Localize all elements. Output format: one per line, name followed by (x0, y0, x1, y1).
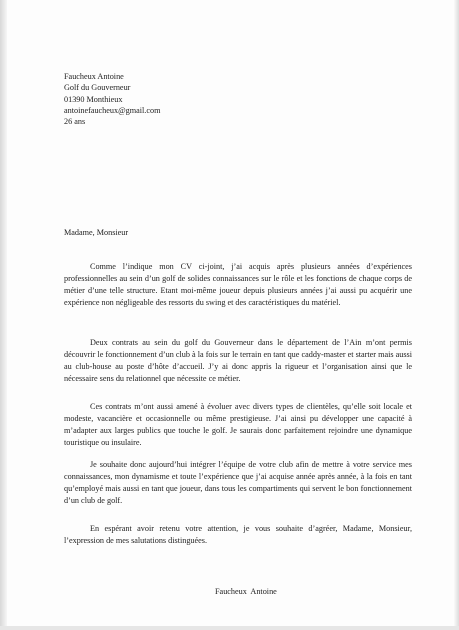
paragraph-text: En espérant avoir retenu votre attention, je vous souhaite d’agréer, Madame, Monsieur, l’expression de mes salutations distinguées. (64, 524, 412, 545)
paragraph-text: Deux contrats au sein du golf du Gouverneur dans le département de l’Ain m’ont permis découvrir le fonctionnement d’un club à la fois sur le terrain en tant que caddy-master et starter mais aussi au club-house au poste d’hôte d’accueil. J’y ai donc appris la rigueur et l’organisation ainsi que le nécessaire sens du relationnel que nécessite ce métier. (64, 338, 412, 383)
sender-address-block (64, 71, 160, 127)
sender-email: antoinefaucheux@gmail.com (64, 105, 161, 115)
letter-closing-paragraph (64, 523, 412, 547)
letter-paragraph-1 (64, 261, 412, 309)
faded-footer-strip (106, 622, 356, 628)
sender-name: Faucheux Antoine (64, 72, 124, 81)
sender-age: 26 ans (64, 117, 86, 127)
sender-city: 01390 Monthieux (64, 94, 123, 104)
scan-edge-right (454, 0, 459, 630)
paragraph-text: Ces contrats m’ont aussi amené à évoluer avec divers types de clientèles, qu’elle soit locale et modeste, vacancière et occasionnelle ou même prestigieuse. J’ai ainsi pu développer une capacité à m’adapter aux larges publics que touche le golf. Je saurais donc parfaitement rejoindre une dynamique touristique ou insulaire. (64, 402, 412, 447)
scan-edge-left (0, 0, 7, 630)
sender-company: Golf du Gouverneur (64, 83, 131, 93)
letter-paragraph-3 (64, 401, 412, 449)
letter-paragraph-4 (64, 459, 412, 507)
paragraph-text: Je souhaite donc aujourd’hui intégrer l’équipe de votre club afin de mettre à votre service mes connaissances, mon dynamisme et toute l’expérience que j’ai acquise année après année, à la fois en tant qu’employé mais aussi en tant que joueur, dans tous les compartiments qui servent le bon fonctionnement d’un club de golf. (64, 460, 412, 505)
letter-signature: Faucheux Antoine (215, 587, 277, 596)
letter-greeting: Madame, Monsieur (64, 228, 129, 237)
letter-paragraph-2 (64, 337, 412, 385)
paragraph-text: Comme l’indique mon CV ci-joint, j’ai acquis après plusieurs années d’expériences professionnelles au sein d’un golf de solides connaissances sur le rôle et les fonctions de chaque corps de métier d’une telle structure. Etant moi-même joueur depuis plusieurs années j’ai aussi pu acquérir une expérience non négligeable des ressorts du swing et des caractéristiques du matériel. (64, 262, 412, 307)
